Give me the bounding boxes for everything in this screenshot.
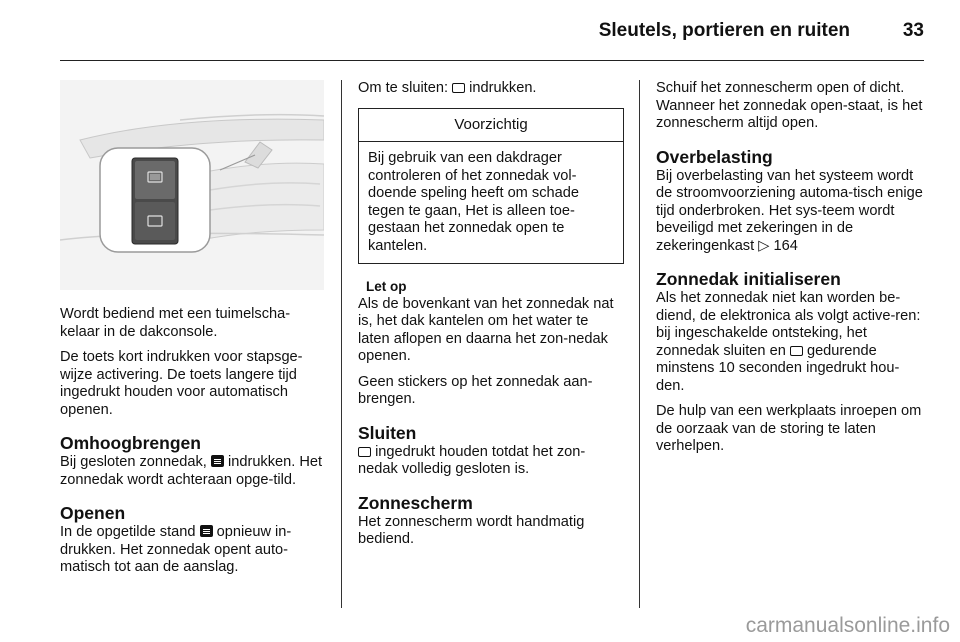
section-initialiseren [656, 269, 924, 456]
section-zonnescherm [358, 493, 624, 549]
watermark: carmanualsonline.info [745, 614, 950, 637]
heading-overbelasting: Overbelasting [656, 146, 773, 167]
sunroof-switch-illustration [60, 80, 324, 290]
sunshade-paragraph: Schuif het zonnescherm open of dicht. Wanneer het zonnedak open-staat, is het zonnescherm altijd open. [656, 80, 923, 131]
paragraph-omhoogbrengen: Bij gesloten zonnedak, indrukken. Het zonnedak wordt achteraan opge-tild. [60, 454, 323, 488]
warning-title: Voorzichtig [359, 109, 623, 143]
heading-zonnescherm: Zonnescherm [358, 492, 473, 513]
column-divider-2 [639, 80, 640, 608]
tilt-button-icon [200, 525, 213, 537]
intro-paragraph: Wordt bediend met een tuimelscha-kelaar in de dakconsole. [60, 306, 291, 340]
paragraph-zonnescherm: Het zonnescherm wordt handmatig bediend. [358, 513, 585, 547]
paragraph-sluiten: ingedrukt houden totdat het zon-nedak volledig gesloten is. [358, 443, 586, 477]
close-instruction: Om te sluiten: indrukken. [358, 80, 537, 96]
paragraph-openen: In de opgetilde stand opnieuw in-drukken. Het zonnedak opent auto-matisch tot aan de aanslag. [60, 524, 292, 575]
page-reference-link[interactable]: ▷ 164 [758, 237, 798, 254]
section-sluiten [358, 423, 624, 479]
column-2 [358, 80, 624, 557]
section-omhoogbrengen [60, 433, 328, 489]
warning-box [358, 108, 624, 265]
close-button-icon [790, 346, 803, 356]
warning-text: Bij gebruik van een dakdrager controleren of het zonnedak vol-doende speling heeft om schade tegen te gaan, Het is alleen toe-gestaan het zonnedak open te kantelen. [368, 150, 579, 254]
tilt-button-icon [211, 455, 224, 467]
heading-openen: Openen [60, 503, 126, 523]
heading-initialiseren: Zonnedak initialiseren [656, 269, 841, 289]
page-title: Sleutels, portieren en ruiten [598, 20, 850, 41]
paragraph-initialiseren: Als het zonnedak niet kan worden be-diend, de elektronica als volgt active-ren: bij ingeschakelde ontsteking, het zonnedak sluiten en gedurende minstens 10 seconden ingedrukt hou-den. [656, 290, 921, 394]
page-number: 33 [902, 20, 924, 41]
paragraph-overbelasting: Bij overbelasting van het systeem wordt de stroomvoorziening automa-tisch enige tijd onderbroken. Het sys-teem wordt beveiligd met zekeringen in de zekeringenkast ▷ 164 [656, 167, 923, 254]
section-overbelasting [656, 147, 924, 256]
note-label: Let op [366, 279, 407, 294]
close-button-icon [452, 83, 465, 93]
column-divider-1 [341, 80, 342, 608]
header-rule [60, 60, 924, 61]
heading-sluiten: Sluiten [358, 422, 417, 443]
section-openen [60, 503, 328, 577]
heading-omhoogbrengen: Omhoogbrengen [60, 433, 201, 453]
note-text: Als de bovenkant van het zonnedak nat is, het dak kantelen om het water te laten aflopen en daarna het zon-nedak openen. [358, 295, 614, 364]
column-3 [656, 80, 924, 464]
column-1 [60, 306, 328, 585]
operation-paragraph: De toets kort indrukken voor stapsge-wijze activering. De toets langere tijd ingedrukt houden voor automatisch openen. [60, 349, 303, 418]
stickers-paragraph: Geen stickers op het zonnedak aan-brengen. [358, 373, 593, 407]
paragraph-workshop: De hulp van een werkplaats inroepen om de oorzaak van de storing te laten verhelpen. [656, 403, 922, 454]
close-button-icon [358, 447, 371, 457]
